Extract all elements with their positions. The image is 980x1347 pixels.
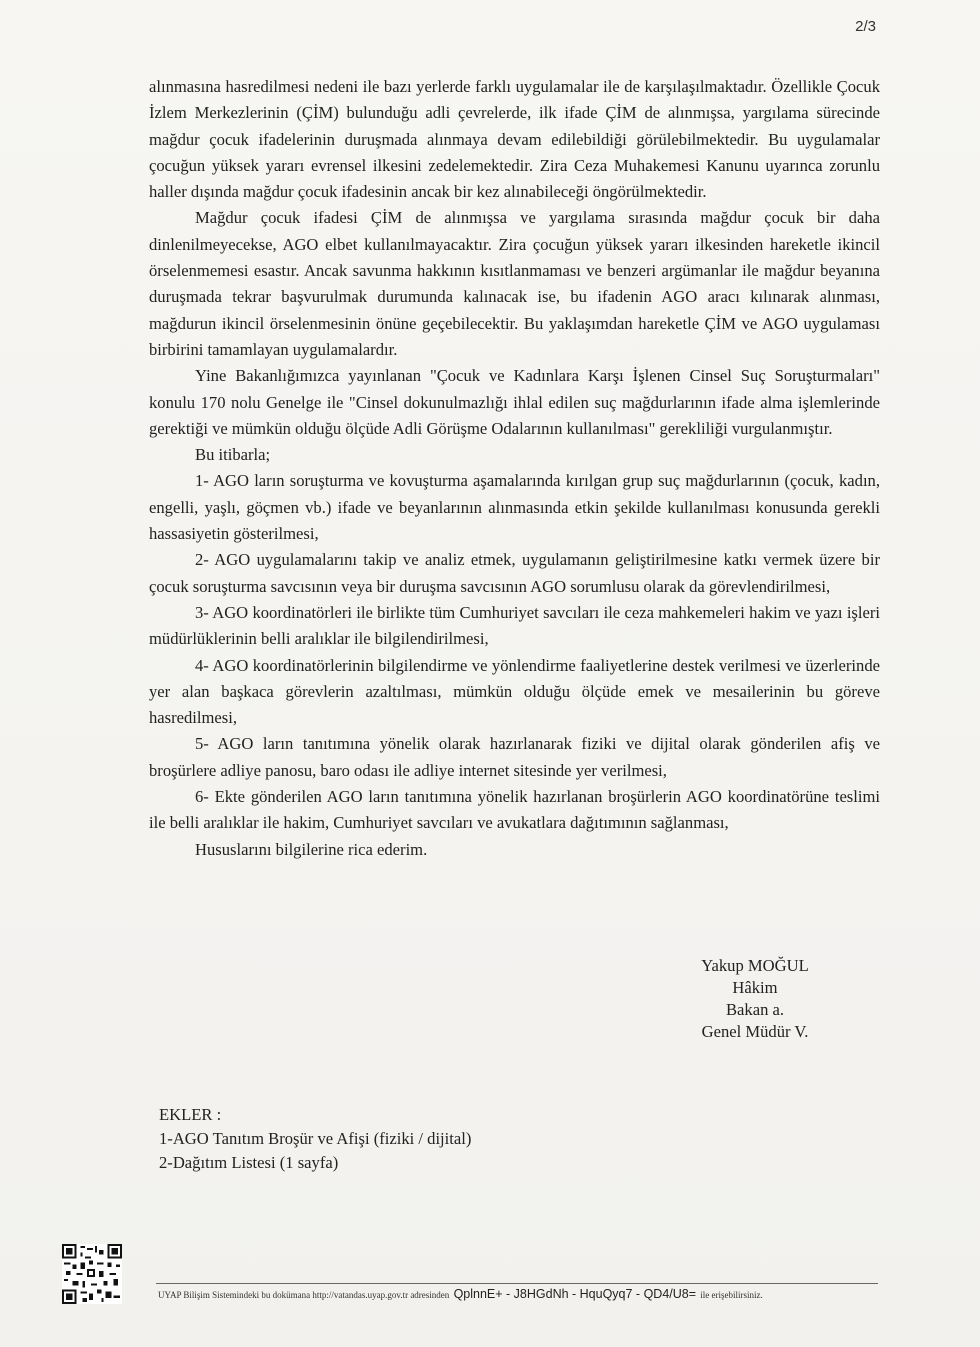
list-item-6: 6- Ekte gönderilen AGO ların tanıtımına yönelik hazırlanan broşürlerin AGO koordinatörüne teslimi ile belli aralıklar ile hakim, Cumhuriyet savcıları ve avukatlara dağıtımının sağlanması,	[149, 787, 880, 833]
list-item-2: 2- AGO uygulamalarını takip ve analiz etmek, uygulamanın geliştirilmesine katkı vermek üzere bir çocuk soruşturma savcısının veya bir duruşma savcısının AGO sorumlusu olarak da görevlendirilmesi,	[149, 550, 880, 596]
attachment-item: 2-Dağıtım Listesi (1 sayfa)	[159, 1153, 339, 1172]
paragraph-continuation: alınmasına hasredilmesi nedeni ile bazı yerlerde farklı uygulamalar ile de karşılaşılmaktadır. Özellikle Çocuk İzlem Merkezlerinin (ÇİM) bulunduğu adli çevrelerde, ilk ifade ÇİM de alınmışsa, yargılama sürecinde mağdur çocuk ifadelerinin duruşmada alınmaya devam edilebildiği görülebilmektedir. Bu uygulamalar çocuğun yüksek yararı evrensel ilkesini zedelemektedir. Zira Ceza Muhakemesi Kanunu uyarınca zorunlu haller dışında mağdur çocuk ifadesinin ancak bir kez alınabileceği öngörülmektedir.	[149, 77, 880, 202]
letter-body	[149, 74, 880, 863]
list-item-1: 1- AGO ların soruşturma ve kovuşturma aşamalarında kırılgan grup suç mağdurlarının (çocuk, kadın, engelli, yaşlı, göçmen vb.) ifade ve beyanlarının alınmasında etkin şekilde kullanılması konusunda gerekli hassasiyetin gösterilmesi,	[149, 471, 880, 544]
paragraph-genelge: Yine Bakanlığımızca yayınlanan "Çocuk ve Kadınlara Karşı İşlenen Cinsel Suç Soruşturmaları" konulu 170 nolu Genelge ile "Cinsel dokunulmazlığı ihlal edilen suç mağdurlarının ifade alma işlemlerinde gerektiği ve mümkün olduğu ölçüde Adli Görüşme Odalarının kullanılması" gerekliliği vurgulanmıştır.	[149, 366, 880, 438]
signatory-position: Genel Müdür V.	[701, 1022, 809, 1041]
verification-code: QplnnE+ - J8HGdNh - HquQyq7 - QD4/U8=	[453, 1287, 697, 1301]
attachment-item: 1-AGO Tanıtım Broşür ve Afişi (fiziki / dijital)	[159, 1129, 472, 1148]
signatory-role: Bakan a.	[725, 1000, 785, 1019]
list-item-4: 4- AGO koordinatörlerinin bilgilendirme ve yönlendirme faaliyetlerine destek verilmesi ve üzerlerinde yer alan başkaca görevlerin azaltılması, mümkün olduğu ölçüde emek ve mesailerinin bu göreve hasredilmesi,	[149, 655, 880, 728]
footer-prefix: UYAP Bilişim Sistemindeki bu dokümana http://vatandas.uyap.gov.tr adresinden	[158, 1290, 450, 1300]
signatory-name: Yakup MOĞUL	[701, 956, 809, 975]
page-number: 2/3	[855, 18, 876, 35]
footer-suffix: ile erişebilirsiniz.	[700, 1290, 763, 1300]
signatory-title: Hâkim	[732, 978, 778, 997]
list-item-5: 5- AGO ların tanıtımına yönelik olarak hazırlanarak fiziki ve dijital olarak gönderilen afiş ve broşürlere adliye panosu, baro odası ile adliye internet sitesinde yer verilmesi,	[149, 734, 880, 780]
attachments-block	[159, 1103, 471, 1175]
paragraph-cim-ago: Mağdur çocuk ifadesi ÇİM de alınmışsa ve yargılama sırasında mağdur çocuk bir daha dinlenilmeyecekse, AGO elbet kullanılmayacaktır. Zira çocuğun yüksek yararı ilkesinden hareketle ikincil örselenmemesi esastır. Ancak savunma hakkının kısıtlanmaması ve benzeri argümanlar ile mağdur beyanına duruşmada tekrar başvurulmak durumunda kalınacak ise, bu ifadenin AGO aracı kılınarak alınması, mağdurun ikincil örselenmesinin önüne geçebilecektir. Bu yaklaşımdan hareketle ÇİM ve AGO uygulaması birbirini tamamlayan uygulamalardır.	[149, 208, 880, 359]
paragraph-intro: Bu itibarla;	[195, 445, 271, 465]
list-item-3: 3- AGO koordinatörleri ile birlikte tüm Cumhuriyet savcıları ile ceza mahkemeleri hakim ve yazı işleri müdürlüklerinin belli aralıklar ile bilgilendirilmesi,	[149, 602, 880, 649]
signature-block	[680, 955, 830, 1043]
uyap-footer	[158, 1287, 888, 1301]
qr-code-icon	[62, 1244, 122, 1304]
footer-divider	[156, 1283, 878, 1284]
attachments-heading: EKLER :	[159, 1105, 222, 1124]
closing-sentence: Hususlarını bilgilerine rica ederim.	[195, 839, 428, 859]
